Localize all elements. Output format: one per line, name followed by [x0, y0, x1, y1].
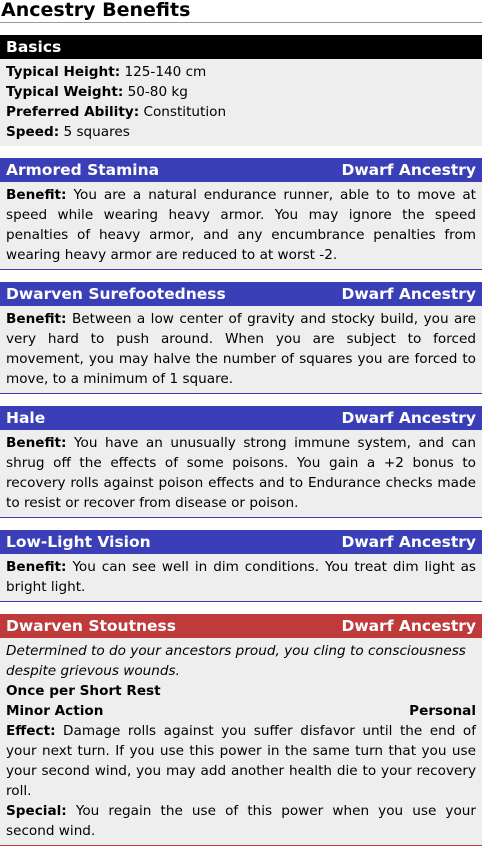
feature-name: Hale [6, 409, 46, 427]
benefit-label: Benefit: [6, 187, 67, 203]
ability-line [6, 102, 476, 122]
feature-low-light-vision [0, 530, 482, 602]
feature-dwarven-surefootedness [0, 282, 482, 394]
power-action: Minor Action [6, 703, 104, 719]
speed-line [6, 122, 476, 142]
feature-body [0, 182, 482, 270]
power-tag: Dwarf Ancestry [341, 617, 476, 635]
effect-label: Effect: [6, 723, 56, 739]
basics-header [0, 35, 482, 59]
special-label: Special: [6, 803, 67, 819]
benefit-text: Between a low center of gravity and stocky build, you are very hard to push around. When you are subject to forced movement, you may halve the number of squares you are forced to move, to a minimum of 1 square. [6, 311, 476, 387]
weight-line [6, 82, 476, 102]
feature-header [0, 282, 482, 306]
speed-value: 5 squares [63, 124, 130, 140]
feature-name: Low-Light Vision [6, 533, 151, 551]
benefit-text: You are a natural endurance runner, able to to move at speed while wearing heavy armor. You may ignore the speed penalties of heavy armor, and any encumbrance penalties from wearing heavy armor are reduced to at worst -2. [6, 187, 476, 263]
power-header [0, 614, 482, 638]
basics-title: Basics [6, 38, 62, 56]
weight-label: Typical Weight: [6, 84, 124, 100]
feature-header [0, 406, 482, 430]
feature-name: Armored Stamina [6, 161, 160, 179]
power-name: Dwarven Stoutness [6, 617, 177, 635]
benefit-text: You can see well in dim conditions. You treat dim light as bright light. [6, 559, 476, 595]
ability-label: Preferred Ability: [6, 104, 140, 120]
power-flavor: Determined to do your ancestors proud, you cling to consciousness despite grievous wounds. [6, 643, 466, 679]
feature-hale [0, 406, 482, 518]
feature-header [0, 158, 482, 182]
height-value: 125-140 cm [124, 64, 207, 80]
feature-armored-stamina [0, 158, 482, 270]
power-usage: Once per Short Rest [6, 683, 161, 699]
feature-body [0, 430, 482, 518]
benefit-label: Benefit: [6, 435, 67, 451]
height-line [6, 62, 476, 82]
power-effect [6, 721, 476, 801]
effect-text: Damage rolls against you suffer disfavor until the end of your next turn. If you use this power in the same turn that you use your second wind, you may add another health die to your recovery roll. [6, 723, 476, 799]
weight-value: 50-80 kg [127, 84, 188, 100]
special-text: You regain the use of this power when you use your second wind. [6, 803, 476, 839]
feature-body [0, 554, 482, 602]
feature-tag: Dwarf Ancestry [341, 161, 476, 179]
feature-header [0, 530, 482, 554]
power-action-row [6, 701, 476, 721]
basics-block [0, 35, 482, 146]
benefit-label: Benefit: [6, 559, 67, 575]
power-range: Personal [409, 703, 476, 719]
basics-body [0, 59, 482, 146]
speed-label: Speed: [6, 124, 60, 140]
feature-name: Dwarven Surefootedness [6, 285, 226, 303]
feature-tag: Dwarf Ancestry [341, 533, 476, 551]
benefit-label: Benefit: [6, 311, 67, 327]
power-body [0, 638, 482, 846]
feature-tag: Dwarf Ancestry [341, 409, 476, 427]
page-title: Ancestry Benefits [1, 0, 191, 21]
title-divider [0, 22, 482, 23]
feature-body [0, 306, 482, 394]
benefit-text: You have an unusually strong immune system, and can shrug off the effects of some poisons. You gain a +2 bonus to recovery rolls against poison effects and to Endurance checks made to resist or recover from disease or poison. [6, 435, 476, 511]
ability-value: Constitution [143, 104, 227, 120]
height-label: Typical Height: [6, 64, 121, 80]
power-special [6, 801, 476, 841]
power-dwarven-stoutness [0, 614, 482, 846]
feature-tag: Dwarf Ancestry [341, 285, 476, 303]
